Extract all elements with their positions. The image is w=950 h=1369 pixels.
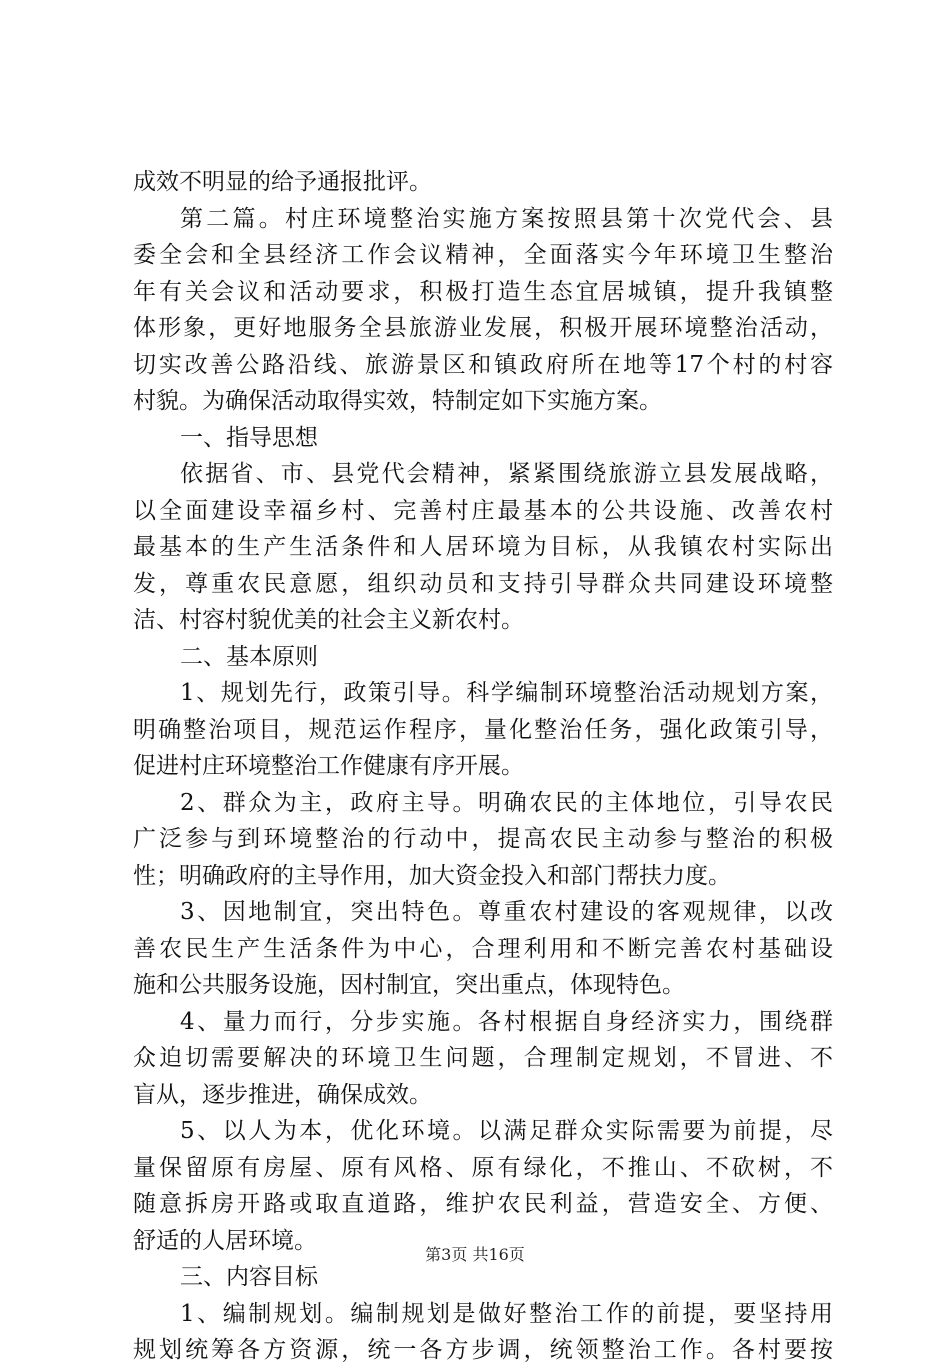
text-line: 3、因地制宜，突出特色。尊重农村建设的客观规律，以改: [180, 899, 833, 925]
text-line: 促进村庄环境整治工作健康有序开展。: [133, 753, 524, 779]
text-line: 发，尊重农民意愿，组织动员和支持引导群众共同建设环境整: [133, 570, 833, 597]
text-line: 4、量力而行，分步实施。各村根据自身经济实力，围绕群: [180, 1008, 833, 1035]
text-line: 善农民生产生活条件为中心，合理利用和不断完善农村基础设: [133, 935, 833, 962]
document-body: [133, 164, 833, 1369]
text-line: 委全会和全县经济工作会议精神，全面落实今年环境卫生整治: [133, 242, 833, 268]
text-line: 二、基本原则: [180, 643, 318, 670]
text-line: 1、规划先行，政策引导。科学编制环境整治活动规划方案，: [180, 680, 833, 706]
text-line: 三、内容目标: [180, 1264, 318, 1290]
text-line: 随意拆房开路或取直道路，维护农民利益，营造安全、方便、: [133, 1191, 833, 1217]
text-line: 施和公共服务设施，因村制宜，突出重点，体现特色。: [133, 972, 685, 998]
text-line: 量保留原有房屋、原有风格、原有绿化，不推山、不砍树，不: [133, 1154, 833, 1181]
text-line: 洁、村容村貌优美的社会主义新农村。: [133, 607, 524, 633]
text-line: 切实改善公路沿线、旅游景区和镇政府所在地等17个村的村容: [133, 351, 833, 378]
text-line: 广泛参与到环境整治的行动中，提高农民主动参与整治的积极: [133, 826, 833, 852]
text-line: 成效不明显的给予通报批评。: [133, 169, 432, 195]
text-line: 一、指导思想: [180, 424, 318, 451]
text-line: 舒适的人居环境。: [133, 1227, 317, 1254]
text-line: 众迫切需要解决的环境卫生问题，合理制定规划，不冒进、不: [133, 1045, 833, 1071]
text-line: 盲从，逐步推进，确保成效。: [133, 1081, 432, 1108]
text-line: 5、以人为本，优化环境。以满足群众实际需要为前提，尽: [180, 1118, 833, 1144]
text-line: 1、编制规划。编制规划是做好整治工作的前提，要坚持用: [180, 1300, 833, 1327]
text-line: 规划统筹各方资源，统一各方步调，统领整治工作。各村要按: [133, 1337, 833, 1363]
text-line: 第二篇。村庄环境整治实施方案按照县第十次党代会、县: [180, 205, 833, 232]
text-line: 性；明确政府的主导作用，加大资金投入和部门帮扶力度。: [133, 862, 731, 889]
text-line: 以全面建设幸福乡村、完善村庄最基本的公共设施、改善农村: [133, 497, 833, 524]
text-line: 明确整治项目，规范运作程序，量化整治任务，强化政策引导，: [133, 716, 833, 743]
text-line: 年有关会议和活动要求，积极打造生态宜居城镇，提升我镇整: [133, 278, 833, 305]
text-line: 依据省、市、县党代会精神，紧紧围绕旅游立县发展战略，: [180, 461, 833, 487]
text-line: 2、群众为主，政府主导。明确农民的主体地位，引导农民: [180, 789, 833, 816]
page-footer: 第3页 共16页: [425, 1245, 525, 1264]
text-line: 最基本的生产生活条件和人居环境为目标，从我镇农村实际出: [133, 534, 833, 560]
text-line: 村貌。为确保活动取得实效，特制定如下实施方案。: [133, 388, 662, 414]
text-line: 体形象，更好地服务全县旅游业发展，积极开展环境整治活动，: [133, 315, 833, 341]
